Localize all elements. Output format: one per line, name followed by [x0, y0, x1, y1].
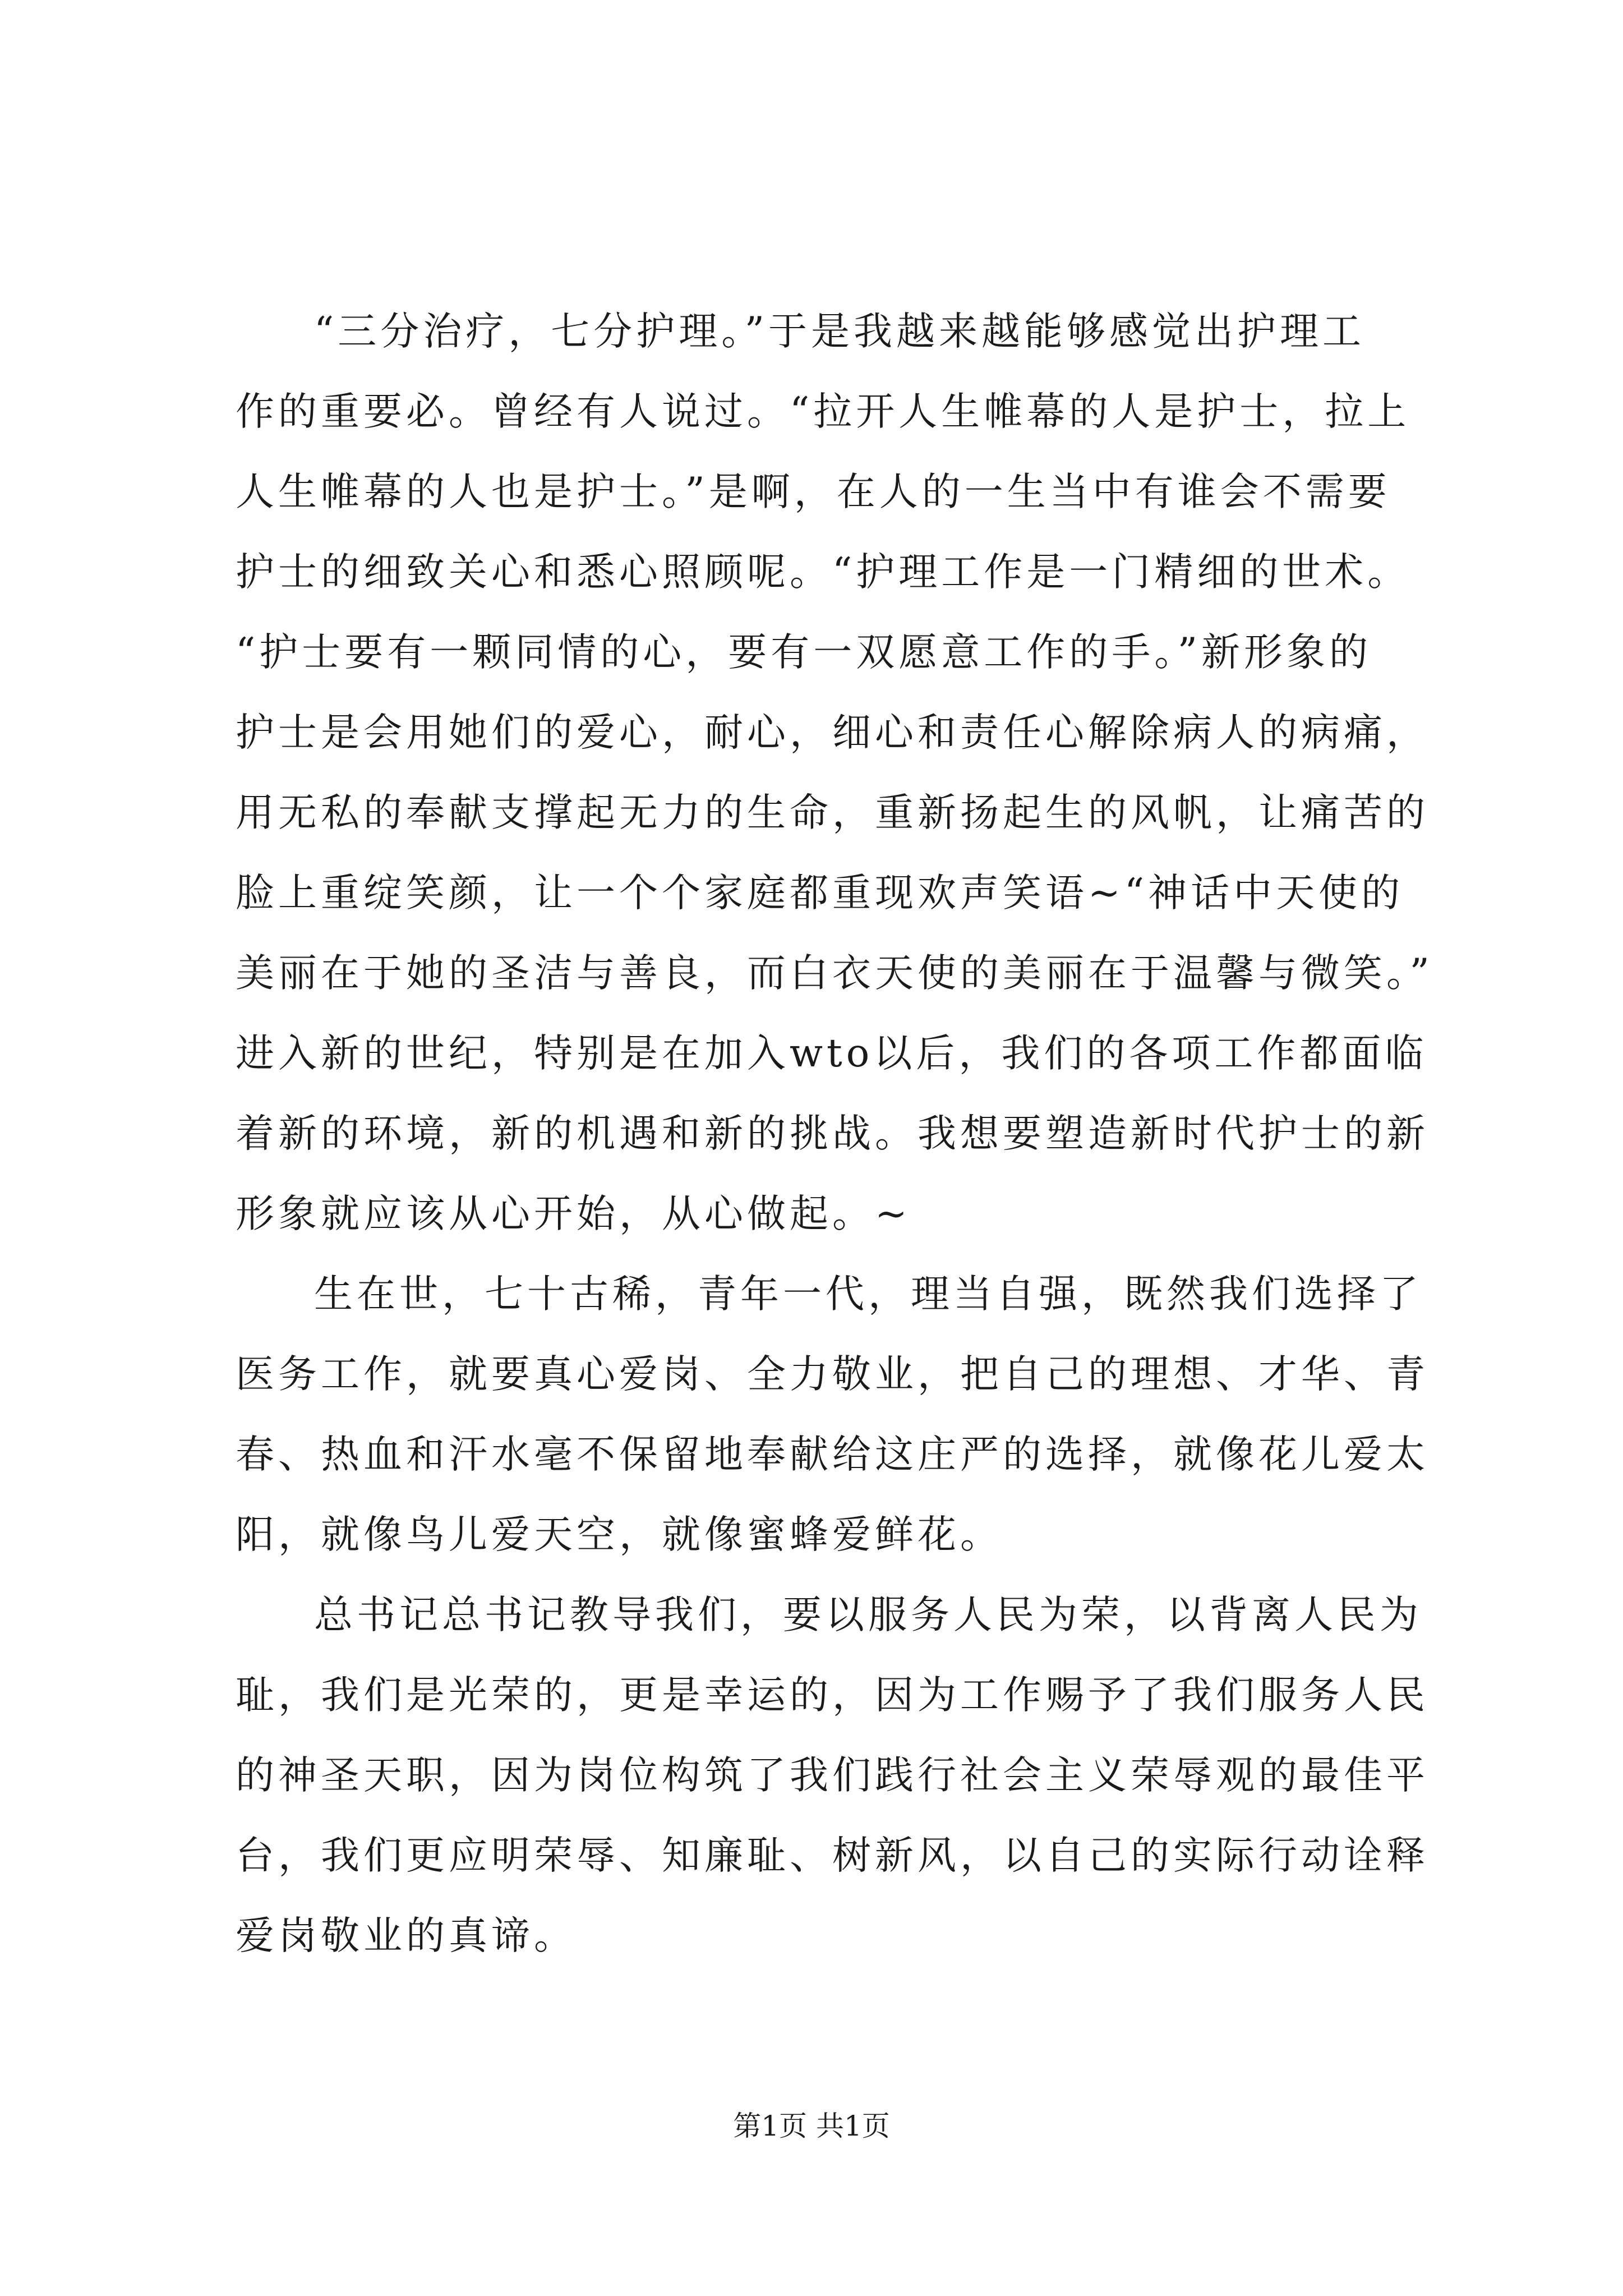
paragraph-1-line-8: 脸上重绽笑颜，让一个个家庭都重现欢声笑语~“神话中天使的 — [236, 871, 1404, 915]
paragraph-3-line-4: 台，我们更应明荣辱、知廉耻、树新风，以自己的实际行动诠释 — [236, 1833, 1429, 1878]
paragraph-1-line-6: 护士是会用她们的爱心，耐心，细心和责任心解除病人的病痛， — [236, 710, 1429, 755]
paragraph-2-line-1: 生在世，七十古稀，青年一代，理当自强，既然我们选择了 — [314, 1272, 1422, 1317]
paragraph-1-line-9: 美丽在于她的圣洁与善良，而白衣天使的美丽在于温馨与微笑。” — [236, 951, 1433, 996]
paragraph-3-line-5: 爱岗敬业的真谛。 — [236, 1913, 577, 1958]
paragraph-3-line-1: 总书记总书记教导我们，要以服务人民为荣，以背离人民为 — [314, 1593, 1422, 1637]
paragraph-1-line-5: “护士要有一颗同情的心，要有一双愿意工作的手。”新形象的 — [236, 630, 1372, 675]
paragraph-1-line-1: “三分治疗，七分护理。”于是我越来越能够感觉出护理工 — [314, 309, 1366, 354]
paragraph-1-line-12: 形象就应该从心开始，从心做起。~ — [236, 1191, 911, 1236]
paragraph-1-line-2: 作的重要必。曾经有人说过。“拉开人生帷幕的人是护士，拉上 — [236, 389, 1410, 434]
paragraph-1-line-10: 进入新的世纪，特别是在加入wto以后，我们的各项工作都面临 — [236, 1031, 1428, 1076]
paragraph-1-line-7: 用无私的奉献支撑起无力的生命，重新扬起生的风帆，让痛苦的 — [236, 790, 1429, 835]
page-footer: 第1页 共1页 — [733, 2110, 890, 2142]
document-body — [236, 292, 1436, 1976]
paragraph-2-line-3: 春、热血和汗水毫不保留地奉献给这庄严的选择，就像花儿爱太 — [236, 1432, 1429, 1477]
paragraph-3-line-3: 的神圣天职，因为岗位构筑了我们践行社会主义荣辱观的最佳平 — [236, 1753, 1429, 1798]
paragraph-1-line-11: 着新的环境，新的机遇和新的挑战。我想要塑造新时代护士的新 — [236, 1111, 1429, 1156]
paragraph-1-line-4: 护士的细致关心和悉心照顾呢。“护理工作是一门精细的世术。 — [236, 550, 1410, 595]
paragraph-3-line-2: 耻，我们是光荣的，更是幸运的，因为工作赐予了我们服务人民 — [236, 1673, 1429, 1718]
paragraph-2-line-2: 医务工作，就要真心爱岗、全力敬业，把自己的理想、才华、青 — [236, 1352, 1429, 1397]
paragraph-2-line-4: 阳，就像鸟儿爱天空，就像蜜蜂爱鲜花。 — [236, 1512, 1003, 1557]
paragraph-1-line-3: 人生帷幕的人也是护士。”是啊，在人的一生当中有谁会不需要 — [236, 470, 1391, 514]
